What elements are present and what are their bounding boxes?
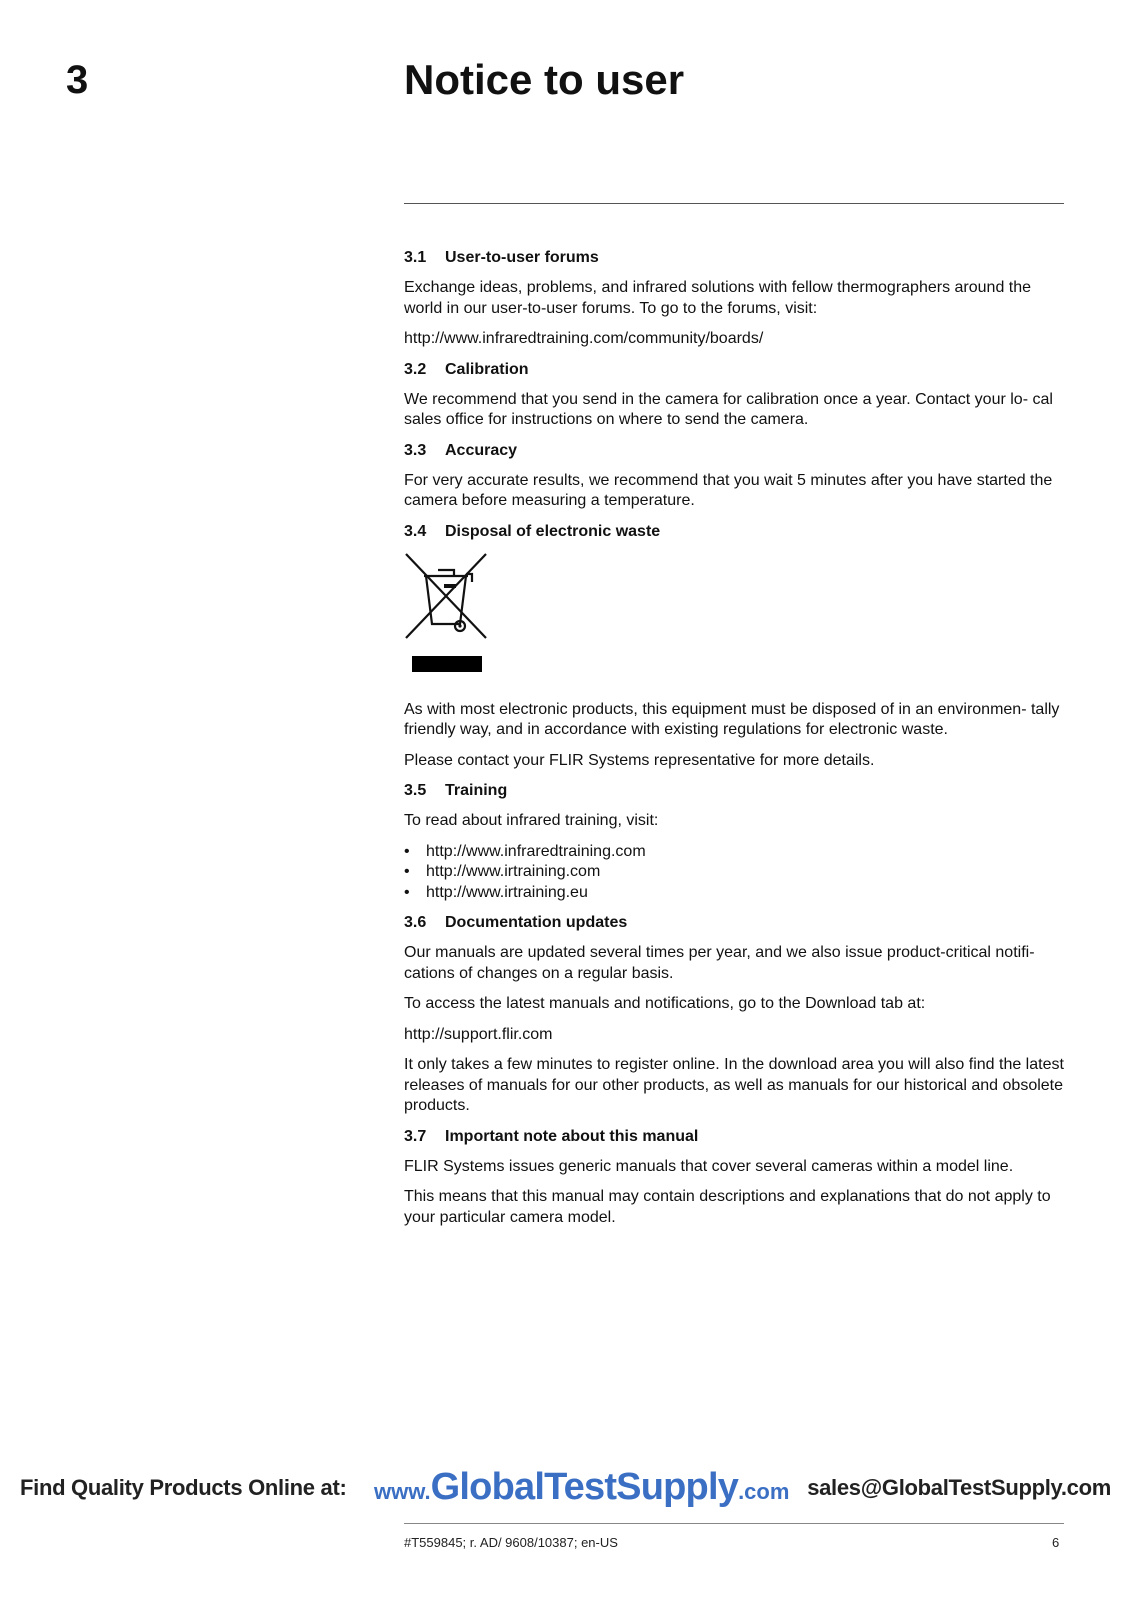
- section-number: 3.6: [404, 914, 427, 931]
- section-heading: [404, 522, 1068, 542]
- section-number: 3.7: [404, 1127, 427, 1145]
- paragraph: Please contact your FLIR Systems representative for more details.: [404, 751, 875, 769]
- section-heading: [404, 913, 1068, 933]
- list-item: [404, 842, 1068, 863]
- section-heading: [404, 248, 1068, 268]
- support-link[interactable]: http://support.flir.com: [404, 1025, 553, 1043]
- paragraph: To read about infrared training, visit:: [404, 812, 659, 829]
- section-title: Documentation updates: [445, 914, 628, 931]
- page-number: 6: [1052, 1535, 1060, 1550]
- bullet: •: [404, 863, 410, 880]
- chapter-content: [404, 248, 1068, 1238]
- section-number: 3.4: [404, 522, 427, 540]
- section-heading: [404, 441, 1068, 461]
- section-number: 3.1: [404, 249, 427, 266]
- section-title: Accuracy: [445, 441, 518, 459]
- section-number: 3.2: [404, 360, 427, 378]
- section-title: Calibration: [445, 360, 529, 378]
- paragraph: Exchange ideas, problems, and infrared solutions with fellow thermographers around the world in our user-to-user forums. To go to the forums, visit:: [404, 279, 1032, 317]
- find-products-text: Find Quality Products Online at:: [20, 1475, 347, 1500]
- paragraph: As with most electronic products, this equipment must be disposed of in an environmen- tally friendly way, and in accordance with existing regulations for electronic waste.: [404, 700, 1060, 738]
- section-heading: [404, 1127, 1068, 1147]
- bullet: •: [404, 842, 410, 860]
- site-name: GlobalTestSupply: [430, 1466, 739, 1508]
- document-reference: #T559845; r. AD/ 9608/10387; en-US: [404, 1535, 618, 1550]
- training-link[interactable]: http://www.irtraining.eu: [426, 883, 588, 901]
- promo-footer: [0, 1466, 1132, 1510]
- site-suffix: .com: [738, 1479, 790, 1504]
- list-item: [404, 883, 1068, 904]
- footer-divider: [404, 1523, 1064, 1524]
- section-number: 3.5: [404, 782, 427, 799]
- section-documentation-updates: [404, 913, 1068, 1117]
- section-calibration: [404, 360, 1068, 431]
- training-link[interactable]: http://www.infraredtraining.com: [426, 842, 646, 860]
- paragraph: This means that this manual may contain descriptions and explanations that do not apply to your particular camera model.: [404, 1188, 1051, 1226]
- section-user-forums: [404, 248, 1068, 350]
- forum-link[interactable]: http://www.infraredtraining.com/community/boards/: [404, 330, 764, 347]
- section-title: Training: [445, 782, 508, 799]
- section-heading: [404, 360, 1068, 380]
- crossed-out-wheelie-bin-icon: [404, 552, 488, 682]
- paragraph: FLIR Systems issues generic manuals that cover several cameras within a model line.: [404, 1157, 1014, 1175]
- list-item: [404, 862, 1068, 883]
- section-training: [404, 781, 1068, 903]
- site-prefix: www.: [374, 1479, 431, 1504]
- paragraph: For very accurate results, we recommend that you wait 5 minutes after you have started the camera before measuring a temperature.: [404, 471, 1053, 509]
- title-divider: [404, 203, 1064, 204]
- paragraph: It only takes a few minutes to register online. In the download area you will also find the latest releases of manuals for our other products, as well as manuals for our historical and obsolete products.: [404, 1056, 1064, 1114]
- sales-email-link[interactable]: sales@GlobalTestSupply.com: [807, 1475, 1111, 1500]
- chapter-number: 3: [66, 58, 89, 102]
- paragraph: We recommend that you send in the camera for calibration once a year. Contact your lo- cal sales office for instructions on where to send the camera.: [404, 390, 1053, 428]
- section-number: 3.3: [404, 441, 427, 459]
- paragraph: Our manuals are updated several times per year, and we also issue product-critical notifi- cations of changes on a regular basis.: [404, 944, 1035, 982]
- section-accuracy: [404, 441, 1068, 512]
- section-disposal: [404, 522, 1068, 772]
- bullet: •: [404, 883, 410, 901]
- section-important-note: [404, 1127, 1068, 1229]
- site-link[interactable]: [374, 1466, 789, 1509]
- section-heading: [404, 781, 1068, 801]
- section-title: User-to-user forums: [445, 249, 599, 266]
- section-title: Important note about this manual: [445, 1127, 699, 1145]
- training-link-list: [404, 842, 1068, 904]
- section-title: Disposal of electronic waste: [445, 522, 661, 540]
- chapter-title: Notice to user: [404, 56, 685, 103]
- training-link[interactable]: http://www.irtraining.com: [426, 863, 601, 880]
- paragraph: To access the latest manuals and notifications, go to the Download tab at:: [404, 995, 926, 1012]
